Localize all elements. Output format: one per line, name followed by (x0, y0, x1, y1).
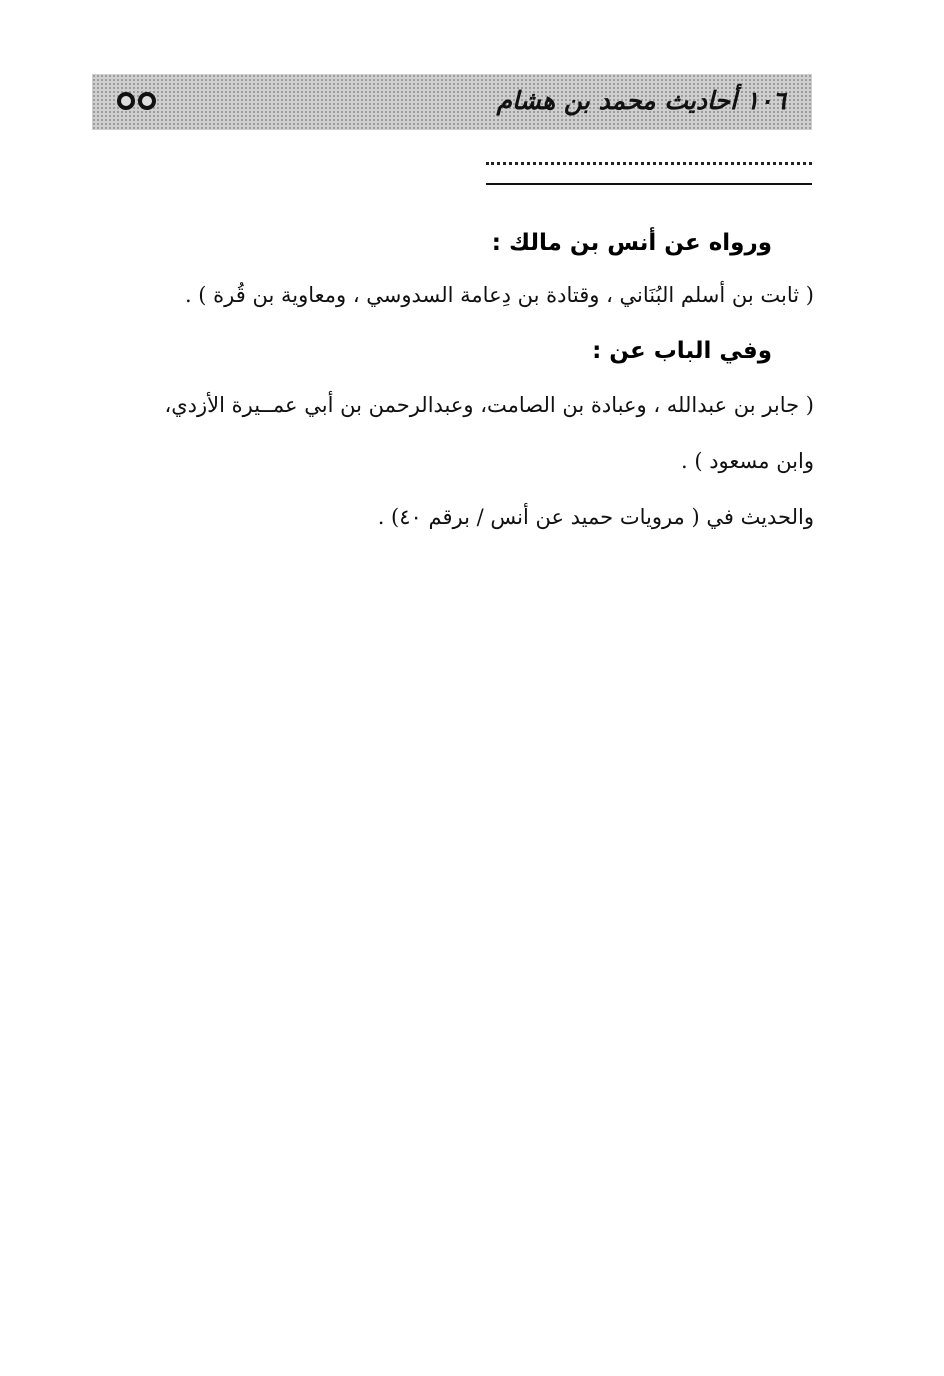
section-heading-chapter: وفي الباب عن : (592, 338, 772, 364)
chapter-paragraph-line-1: ( جابر بن عبدالله ، وعبادة بن الصامت، وعبدالرحمن بن أبي عمــيرة الأزدي، (164, 393, 814, 417)
footnote-rule (486, 183, 812, 185)
page-header (92, 74, 812, 130)
narrators-paragraph: ( ثابت بن أسلم البُنَاني ، وقتادة بن دِعامة السدوسي ، ومعاوية بن قُرة ) . (184, 283, 814, 307)
dotted-separator (486, 162, 812, 165)
page-header-title: ١٠٦ أحاديث محمد بن هشام (496, 86, 786, 115)
chapter-paragraph-line-2: وابن مسعود ) . (680, 449, 814, 473)
double-circle-ornament-icon (114, 90, 162, 112)
page-body (90, 222, 814, 544)
hadith-reference-paragraph: والحديث في ( مرويات حميد عن أنس / برقم ٤٠) . (377, 505, 814, 529)
section-heading-narrators: ورواه عن أنس بن مالك : (491, 230, 772, 256)
